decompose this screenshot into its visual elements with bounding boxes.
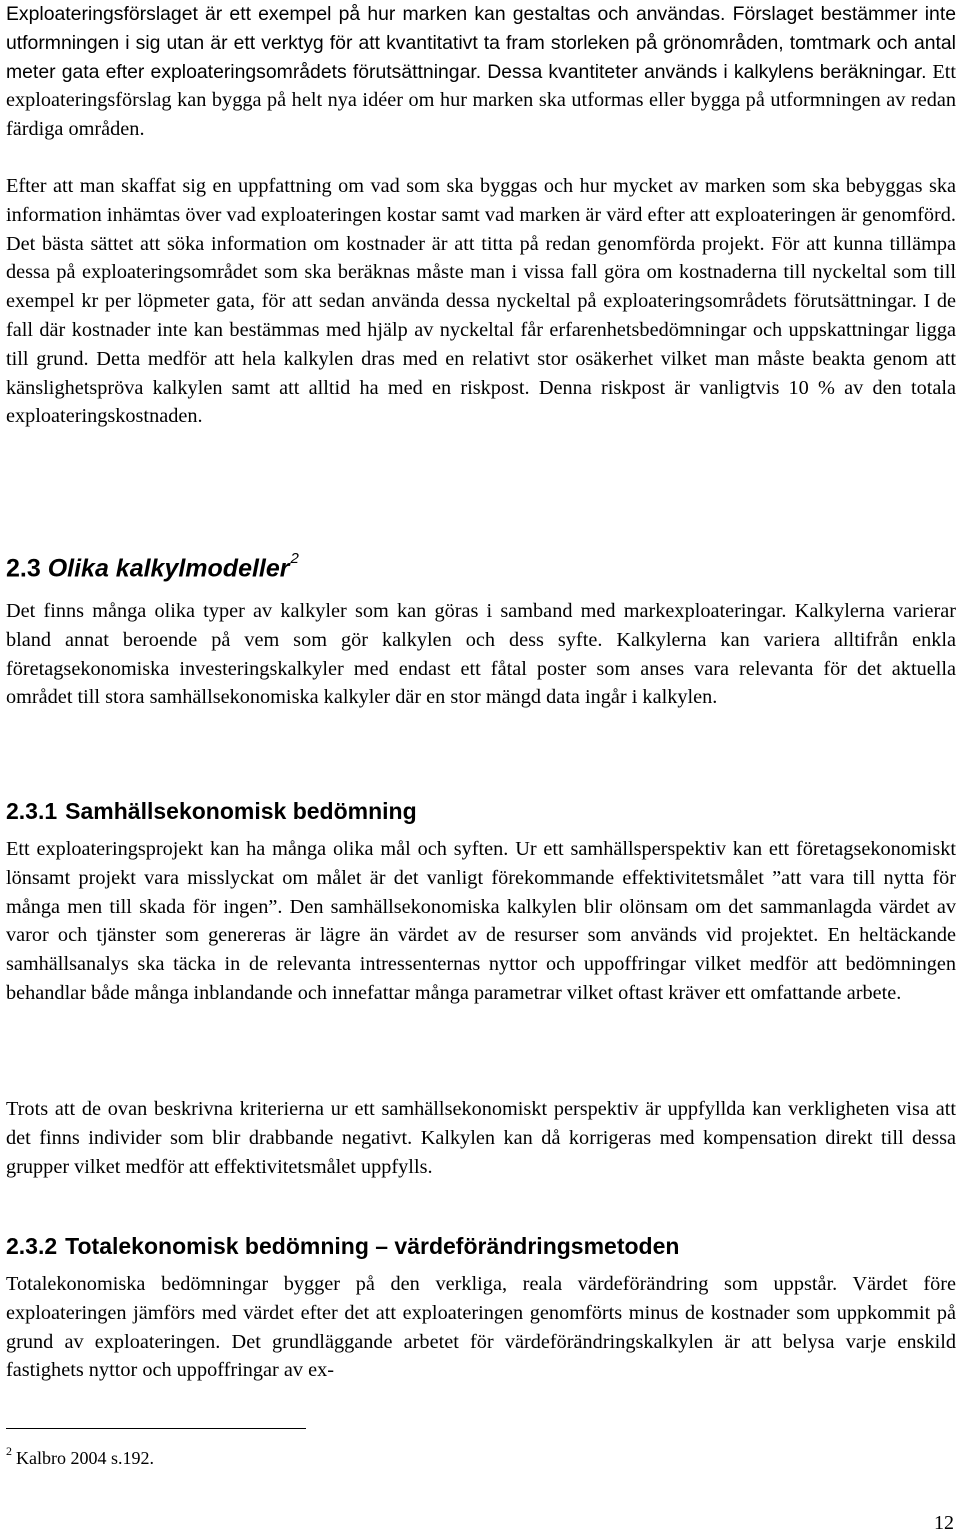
section-number: 2.3 [6,554,48,583]
footnote-reference[interactable]: 2 [290,550,299,567]
section-2-3-body: Det finns många olika typer av kalkyler som kan göras i samband med markexploateringar. Kalkylerna varierar bland annat beroende på vem som gör kalkylen och dess syfte. Kalkylerna kan variera alltifrån enkla företagsekonomiska investeringskalkyler med endast ett fåtal poster som anses vara relevanta för det aktuella området till stora samhällsekonomiska kalkyler där en stor mängd data ingår i kalkylen. [6,600,956,709]
footnote [6,1441,154,1470]
intro-sentence-2: grönområden, tomtmark och antal meter gata efter exploateringsområdets förutsättningar. Dessa kvantiteter används i kalkylens beräkningar. [6,31,956,83]
cost-info-paragraph: Efter att man skaffat sig en uppfattning om vad som ska byggas och hur mycket av marken som ska bebyggas ska information inhämtas över vad exploateringen kostar samt vad marken är värd efter att exploateringen är genomförd. Det bästa sättet att söka information om kostnader är att titta på redan genomförda projekt. För att kunna tillämpa dessa på exploateringsområdet som ska beräknas måste man i vissa fall göra om kostnaderna till nyckeltal som till exempel kr per löpmeter gata, för att sedan använda dessa nyckeltal på exploateringsområdets förutsättningar. I de fall där kostnader inte kan bestämmas med hjälp av nyckeltal får erfarenhetsbedömningar och uppskattningar ligga till grund. Detta medför att hela kalkylen dras med en relativt stor osäkerhet vilket man måste beakta genom att känslighetspröva kalkylen samt att alltid ha med en riskpost. Denna riskpost är vanligtvis 10 % av den totala exploateringskostnaden. [6,175,956,428]
section-heading-2-3 [6,548,299,583]
section-title: Olika kalkylmodeller [47,554,290,583]
section-2-3-1-body-1: Ett exploateringsprojekt kan ha många olika mål och syften. Ur ett samhällsperspektiv kan ett företagsekonomiskt lönsamt projekt vara misslyckat om målet är det vanligt förekommande effektivitetsmålet ”att vara till nytta för många men till skada för ingen”. Den samhällsekonomiska kalkylen blir olönsam om det sammanlagda värdet av varor och tjänster som genereras är lägre än värdet av de resurser som används vid projektet. En heltäckande samhällsanalys ska täcka in de relevanta intressenternas nyttor och uppoffringar vilket medför att bedömningen behandlar både många inblandande och innefattar många parametrar vilket oftast kräver ett omfattande arbete. [6,838,956,1004]
intro-sentence-1: Exploateringsförslaget är ett exempel på hur marken kan gestaltas och användas. Förslaget bestämmer inte utformningen i sig utan är ett verktyg för att kvantitativt ta fram storleken på [6,3,956,54]
intro-paragraph [6,0,956,144]
intro-sentence-3: Ett exploateringsförslag kan bygga på helt nya idéer om hur marken ska utformas eller bygga på utformningen av redan färdiga områden. [6,60,957,141]
section-2-3-1-body-2: Trots att de ovan beskrivna kriterierna ur ett samhällsekonomiskt perspektiv är uppfyllda kan verkligheten visa att det finns individer som blir drabbande negativt. Kalkylen kan då korrigeras med kompensation direkt till dessa grupper vilket medför att effektivitetsmålet uppfylls. [6,1098,956,1178]
section-heading-2-3-2 [6,1232,679,1260]
section-title: Samhällsekonomisk bedömning [65,798,417,824]
section-number: 2.3.1 [6,798,58,824]
section-number: 2.3.2 [6,1233,58,1259]
page-number: 12 [934,1512,954,1534]
footnote-mark: 2 [6,1444,12,1458]
section-2-3-2-body: Totalekonomiska bedömningar bygger på den verkliga, reala värdeförändring som uppstår. Värdet före exploateringen jämförs med värdet efter det att exploateringen genomförts minus de kostnader som uppkommit på grund av exploateringen. Det grundläggande arbetet för värdeförändringskalkylen är att belysa varje enskild fastighets nyttor och uppoffringar av ex- [6,1273,956,1382]
footnote-text: Kalbro 2004 s.192. [16,1448,154,1468]
footnote-divider [6,1428,306,1429]
section-title: Totalekonomisk bedömning – värdeförändringsmetoden [65,1233,680,1259]
section-heading-2-3-1 [6,797,417,825]
